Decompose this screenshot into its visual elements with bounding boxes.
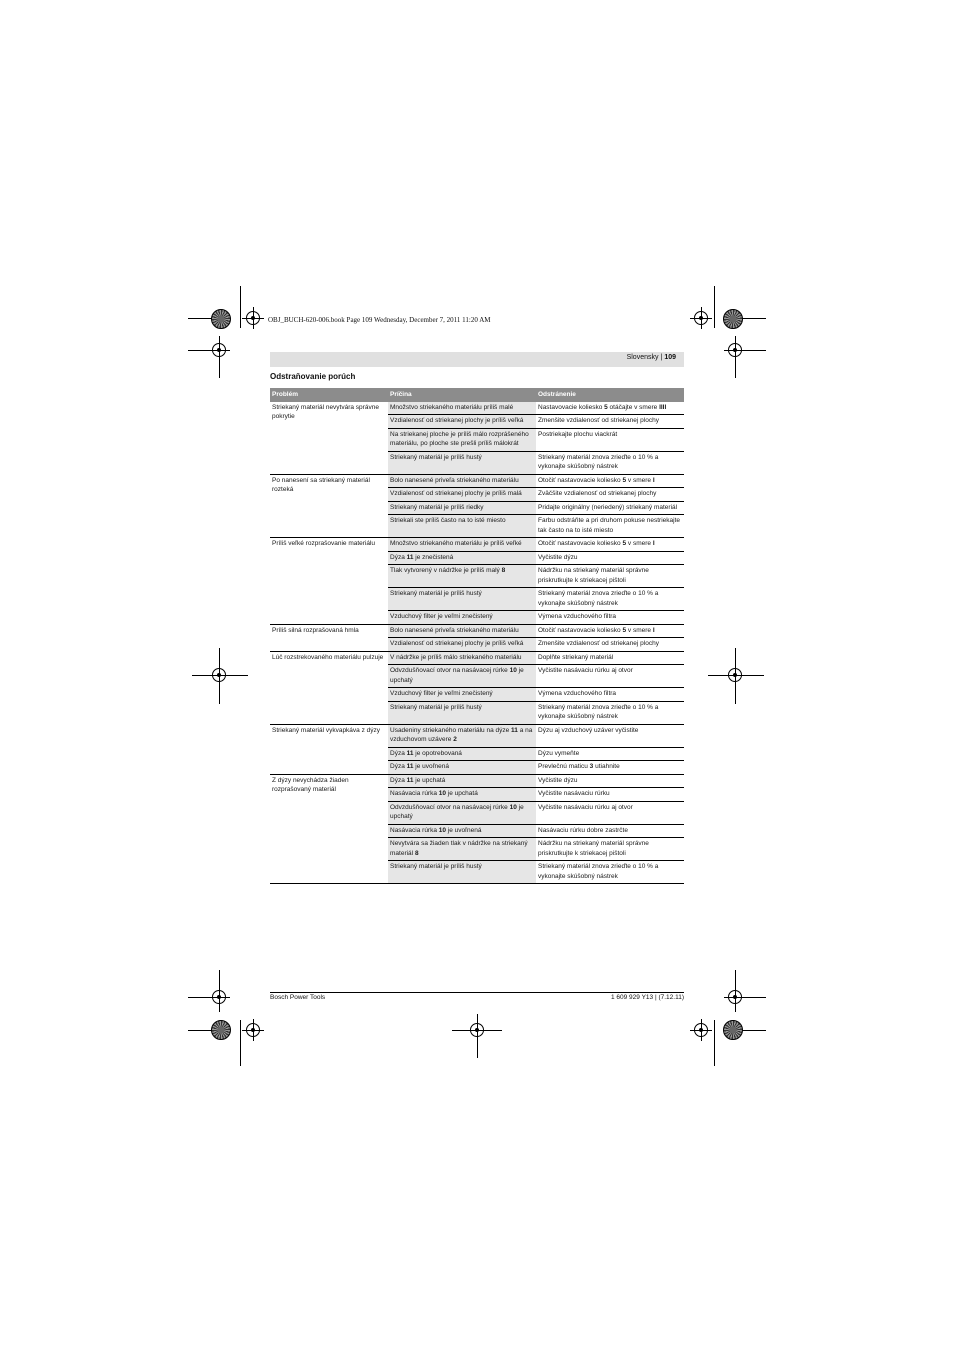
cause-cell: Striekali ste príliš často na to isté miesto	[388, 515, 536, 538]
table-row	[270, 402, 684, 415]
cause-cell: Vzdialenosť od striekanej plochy je príliš veľká	[388, 638, 536, 652]
registration-mark-icon	[470, 1023, 484, 1037]
cause-cell: Odvzdušňovací otvor na nasávacej rúrke 10 je upchatý	[388, 665, 536, 688]
problem-cell: Lúč rozstrekovaného materiálu pulzuje	[270, 651, 388, 724]
column-header-remedy: Odstránenie	[536, 388, 684, 402]
cause-cell: Dýza 11 je uvoľnená	[388, 761, 536, 775]
remedy-cell: Nádržku na striekaný materiál správne priskrutkujte k striekacej pištoli	[536, 838, 684, 861]
registration-mark-icon	[694, 1023, 708, 1037]
cause-cell: Tlak vytvorený v nádržke je príliš malý 8	[388, 565, 536, 588]
table-row	[270, 474, 684, 488]
cause-cell: Striekaný materiál je príliš hustý	[388, 861, 536, 884]
remedy-cell: Prevlečnú maticu 3 utiahnite	[536, 761, 684, 775]
cause-cell: Nasávacia rúrka 10 je uvoľnená	[388, 824, 536, 838]
registration-mark-icon	[212, 990, 226, 1004]
section-title: Odstraňovanie porúch	[270, 372, 356, 381]
problem-cell: Striekaný materiál vykvapkáva z dýzy	[270, 724, 388, 774]
remedy-cell: Doplňte striekaný materiál	[536, 651, 684, 665]
color-wheel-icon	[723, 309, 743, 329]
remedy-cell: Otočiť nastavovacie koliesko 5 v smere I	[536, 538, 684, 552]
cause-cell: Dýza 11 je opotrebovaná	[388, 747, 536, 761]
remedy-cell: Striekaný materiál znova zrieďte o 10 % a vykonajte skúšobný nástrek	[536, 861, 684, 884]
remedy-cell: Striekaný materiál znova zrieďte o 10 % a vykonajte skúšobný nástrek	[536, 588, 684, 611]
color-wheel-icon	[211, 1020, 231, 1040]
cause-cell: Vzduchový filter je veľmi znečistený	[388, 688, 536, 702]
table-row	[270, 538, 684, 552]
cause-cell: Striekaný materiál je príliš riedky	[388, 501, 536, 515]
footer-brand: Bosch Power Tools	[270, 994, 326, 1001]
color-wheel-icon	[211, 309, 231, 329]
print-slug: OBJ_BUCH-620-006.book Page 109 Wednesday, December 7, 2011 11:20 AM	[268, 316, 491, 324]
remedy-cell: Vyčistite dýzu	[536, 774, 684, 788]
column-header-cause: Príčina	[388, 388, 536, 402]
remedy-cell: Dýzu vymeňte	[536, 747, 684, 761]
problem-cell: Striekaný materiál nevytvára správne pokrytie	[270, 402, 388, 475]
registration-mark-icon	[728, 343, 742, 357]
header-language: Slovensky	[626, 354, 659, 361]
table-body	[270, 402, 684, 884]
running-header: Slovensky | 109	[270, 352, 684, 367]
remedy-cell: Vyčistite dýzu	[536, 551, 684, 565]
footer-doc-number: 1 609 929 Y13 | (7.12.11)	[610, 994, 684, 1001]
remedy-cell: Otočiť nastavovacie koliesko 5 v smere I	[536, 474, 684, 488]
remedy-cell: Dýzu aj vzduchový uzáver vyčistite	[536, 724, 684, 747]
remedy-cell: Zmenšite vzdialenosť od striekanej plochy	[536, 638, 684, 652]
color-wheel-icon	[723, 1020, 743, 1040]
cause-cell: Bolo nanesené priveľa striekaného materiálu	[388, 474, 536, 488]
remedy-cell: Striekaný materiál znova zrieďte o 10 % a vykonajte skúšobný nástrek	[536, 701, 684, 724]
remedy-cell: Nasávaciu rúrku dobre zastrčte	[536, 824, 684, 838]
cause-cell: Vzdialenosť od striekanej plochy je príliš veľká	[388, 415, 536, 429]
cause-cell: Bolo nanesené priveľa striekaného materiálu	[388, 624, 536, 638]
cause-cell: Nasávacia rúrka 10 je upchatá	[388, 788, 536, 802]
problem-cell: Po nanesení sa striekaný materiál rozteká	[270, 474, 388, 538]
problem-cell: Príliš veľké rozprašovanie materiálu	[270, 538, 388, 625]
remedy-cell: Zmenšite vzdialenosť od striekanej plochy	[536, 415, 684, 429]
remedy-cell: Otočiť nastavovacie koliesko 5 v smere I	[536, 624, 684, 638]
table-row	[270, 651, 684, 665]
cause-cell: Vzdialenosť od striekanej plochy je príliš malá	[388, 488, 536, 502]
troubleshooting-table	[270, 388, 684, 884]
table-row	[270, 724, 684, 747]
cause-cell: Dýza 11 je upchatá	[388, 774, 536, 788]
cause-cell: Množstvo striekaného materiálu je príliš veľké	[388, 538, 536, 552]
remedy-cell: Farbu odstráňte a pri druhom pokuse nestriekajte tak často na to isté miesto	[536, 515, 684, 538]
cause-cell: Odvzdušňovací otvor na nasávacej rúrke 10 je upchatý	[388, 801, 536, 824]
registration-mark-icon	[246, 1023, 260, 1037]
cause-cell: Dýza 11 je znečistená	[388, 551, 536, 565]
problem-cell: Z dýzy nevychádza žiaden rozprašovaný materiál	[270, 774, 388, 884]
page-number: 109	[664, 354, 676, 361]
remedy-cell: Postriekajte plochu viackrát	[536, 428, 684, 451]
cause-cell: Striekaný materiál je príliš hustý	[388, 451, 536, 474]
remedy-cell: Vyčistite nasávaciu rúrku aj otvor	[536, 801, 684, 824]
remedy-cell: Vyčistite nasávaciu rúrku	[536, 788, 684, 802]
remedy-cell: Striekaný materiál znova zrieďte o 10 % a vykonajte skúšobný nástrek	[536, 451, 684, 474]
remedy-cell: Nastavovacie koliesko 5 otáčajte v smere IIII	[536, 402, 684, 415]
cause-cell: Na striekanej ploche je príliš málo rozprášeného materiálu, po ploche ste prešli príliš málokrát	[388, 428, 536, 451]
remedy-cell: Nádržku na striekaný materiál správne priskrutkujte k striekacej pištoli	[536, 565, 684, 588]
footer-rule	[270, 992, 684, 993]
cause-cell: Usadeniny striekaného materiálu na dýze 11 a na vzduchovom uzávere 2	[388, 724, 536, 747]
registration-mark-icon	[246, 311, 260, 325]
remedy-cell: Vyčistite nasávaciu rúrku aj otvor	[536, 665, 684, 688]
cause-cell: Striekaný materiál je príliš hustý	[388, 701, 536, 724]
registration-mark-icon	[728, 990, 742, 1004]
table-row	[270, 774, 684, 788]
remedy-cell: Výmena vzduchového filtra	[536, 611, 684, 625]
registration-mark-icon	[212, 668, 226, 682]
registration-mark-icon	[694, 311, 708, 325]
table-header-row	[270, 388, 684, 402]
remedy-cell: Výmena vzduchového filtra	[536, 688, 684, 702]
cause-cell: Striekaný materiál je príliš hustý	[388, 588, 536, 611]
cause-cell: V nádržke je príliš málo striekaného materiálu	[388, 651, 536, 665]
remedy-cell: Zväčšite vzdialenosť od striekanej plochy	[536, 488, 684, 502]
remedy-cell: Pridajte originálny (neriedený) striekaný materiál	[536, 501, 684, 515]
problem-cell: Príliš silná rozprašovaná hmla	[270, 624, 388, 651]
registration-mark-icon	[212, 343, 226, 357]
table-row	[270, 624, 684, 638]
column-header-problem: Problém	[270, 388, 388, 402]
registration-mark-icon	[728, 668, 742, 682]
cause-cell: Nevytvára sa žiaden tlak v nádržke na striekaný materiál 8	[388, 838, 536, 861]
cause-cell: Vzduchový filter je veľmi znečistený	[388, 611, 536, 625]
cause-cell: Množstvo striekaného materiálu príliš malé	[388, 402, 536, 415]
